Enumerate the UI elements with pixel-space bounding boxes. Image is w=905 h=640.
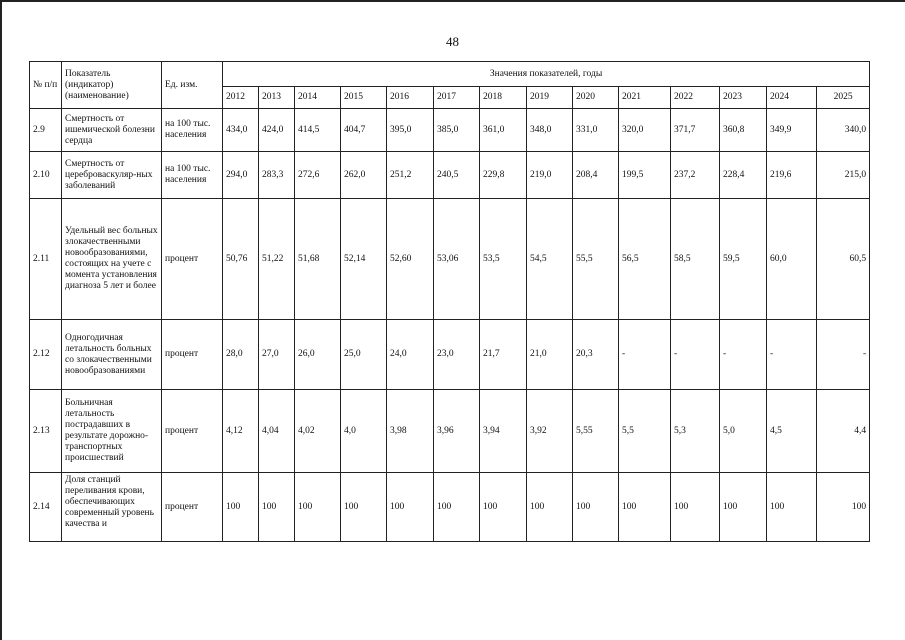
- header-values-group: Значения показателей, годы: [223, 62, 870, 87]
- value-cell: 208,4: [573, 152, 619, 199]
- value-cell: 4,02: [295, 390, 341, 473]
- value-cell: 320,0: [619, 109, 671, 152]
- unit-cell: процент: [162, 320, 223, 390]
- value-cell: 53,06: [434, 199, 480, 320]
- row-number: 2.13: [30, 390, 62, 473]
- indicator-name: Смертность от цереброваскуляр-ных заболеваний: [62, 152, 162, 199]
- value-cell: 3,98: [387, 390, 434, 473]
- value-cell: 21,7: [480, 320, 527, 390]
- header-year: 2024: [767, 87, 817, 109]
- value-cell: 5,5: [619, 390, 671, 473]
- unit-cell: на 100 тыс. населения: [162, 109, 223, 152]
- value-cell: 26,0: [295, 320, 341, 390]
- value-cell: 404,7: [341, 109, 387, 152]
- value-cell: -: [817, 320, 870, 390]
- page-border-left: [0, 0, 2, 640]
- header-year: 2013: [259, 87, 295, 109]
- indicator-name: Одногодичная летальность больных со злокачественными новообразованиями: [62, 320, 162, 390]
- header-year: 2021: [619, 87, 671, 109]
- header-year: 2017: [434, 87, 480, 109]
- table-row: [30, 152, 870, 199]
- value-cell: 100: [767, 473, 817, 542]
- value-cell: 215,0: [817, 152, 870, 199]
- value-cell: 51,68: [295, 199, 341, 320]
- indicators-table: [29, 61, 870, 542]
- page-number: 48: [446, 34, 459, 49]
- value-cell: 21,0: [527, 320, 573, 390]
- table-row: [30, 109, 870, 152]
- value-cell: 100: [259, 473, 295, 542]
- value-cell: 52,60: [387, 199, 434, 320]
- value-cell: 3,92: [527, 390, 573, 473]
- value-cell: 58,5: [671, 199, 720, 320]
- value-cell: 4,5: [767, 390, 817, 473]
- value-cell: 251,2: [387, 152, 434, 199]
- value-cell: 28,0: [223, 320, 259, 390]
- value-cell: 228,4: [720, 152, 767, 199]
- header-indicator: Показатель (индикатор) (наименование): [62, 62, 162, 109]
- value-cell: 219,0: [527, 152, 573, 199]
- value-cell: 60,5: [817, 199, 870, 320]
- value-cell: 23,0: [434, 320, 480, 390]
- value-cell: -: [619, 320, 671, 390]
- value-cell: 331,0: [573, 109, 619, 152]
- header-year: 2025: [817, 87, 870, 109]
- value-cell: 294,0: [223, 152, 259, 199]
- value-cell: -: [671, 320, 720, 390]
- value-cell: 27,0: [259, 320, 295, 390]
- value-cell: 54,5: [527, 199, 573, 320]
- value-cell: 348,0: [527, 109, 573, 152]
- header-unit: Ед. изм.: [162, 62, 223, 109]
- value-cell: 349,9: [767, 109, 817, 152]
- value-cell: 262,0: [341, 152, 387, 199]
- header-num: № п/п: [30, 62, 62, 109]
- value-cell: 100: [619, 473, 671, 542]
- unit-cell: на 100 тыс. населения: [162, 152, 223, 199]
- header-year: 2020: [573, 87, 619, 109]
- row-number: 2.12: [30, 320, 62, 390]
- header-year: 2012: [223, 87, 259, 109]
- value-cell: 55,5: [573, 199, 619, 320]
- value-cell: 24,0: [387, 320, 434, 390]
- row-number: 2.9: [30, 109, 62, 152]
- value-cell: 100: [671, 473, 720, 542]
- table-row: [30, 473, 870, 542]
- value-cell: 3,96: [434, 390, 480, 473]
- value-cell: 100: [720, 473, 767, 542]
- header-year: 2018: [480, 87, 527, 109]
- value-cell: 20,3: [573, 320, 619, 390]
- value-cell: 56,5: [619, 199, 671, 320]
- row-number: 2.10: [30, 152, 62, 199]
- value-cell: 100: [817, 473, 870, 542]
- table-row: [30, 199, 870, 320]
- value-cell: 100: [573, 473, 619, 542]
- unit-cell: процент: [162, 199, 223, 320]
- value-cell: 5,0: [720, 390, 767, 473]
- value-cell: 283,3: [259, 152, 295, 199]
- value-cell: 100: [480, 473, 527, 542]
- value-cell: 5,55: [573, 390, 619, 473]
- unit-cell: процент: [162, 390, 223, 473]
- table-row: [30, 320, 870, 390]
- value-cell: 100: [341, 473, 387, 542]
- header-year: 2022: [671, 87, 720, 109]
- value-cell: 434,0: [223, 109, 259, 152]
- header-year: 2014: [295, 87, 341, 109]
- value-cell: 414,5: [295, 109, 341, 152]
- value-cell: 60,0: [767, 199, 817, 320]
- value-cell: 50,76: [223, 199, 259, 320]
- unit-cell: процент: [162, 473, 223, 542]
- value-cell: 340,0: [817, 109, 870, 152]
- value-cell: 4,04: [259, 390, 295, 473]
- table-body: [30, 109, 870, 542]
- value-cell: 4,4: [817, 390, 870, 473]
- value-cell: 199,5: [619, 152, 671, 199]
- value-cell: 100: [387, 473, 434, 542]
- value-cell: -: [767, 320, 817, 390]
- value-cell: -: [720, 320, 767, 390]
- value-cell: 100: [527, 473, 573, 542]
- value-cell: 4,12: [223, 390, 259, 473]
- row-number: 2.11: [30, 199, 62, 320]
- indicator-name: Больничная летальность пострадавших в результате дорожно-транспортных происшествий: [62, 390, 162, 473]
- header-year: 2019: [527, 87, 573, 109]
- value-cell: 4,0: [341, 390, 387, 473]
- value-cell: 59,5: [720, 199, 767, 320]
- value-cell: 385,0: [434, 109, 480, 152]
- value-cell: 52,14: [341, 199, 387, 320]
- header-year: 2016: [387, 87, 434, 109]
- value-cell: 237,2: [671, 152, 720, 199]
- value-cell: 5,3: [671, 390, 720, 473]
- value-cell: 53,5: [480, 199, 527, 320]
- indicator-name: Доля станций переливания крови, обеспечивающих современный уровень качества и: [62, 473, 162, 542]
- value-cell: 51,22: [259, 199, 295, 320]
- page-border-top: [0, 0, 905, 2]
- value-cell: 100: [434, 473, 480, 542]
- table-row: [30, 390, 870, 473]
- value-cell: 360,8: [720, 109, 767, 152]
- row-number: 2.14: [30, 473, 62, 542]
- header-year: 2023: [720, 87, 767, 109]
- value-cell: 361,0: [480, 109, 527, 152]
- value-cell: 3,94: [480, 390, 527, 473]
- value-cell: 25,0: [341, 320, 387, 390]
- header-year: 2015: [341, 87, 387, 109]
- value-cell: 371,7: [671, 109, 720, 152]
- value-cell: 395,0: [387, 109, 434, 152]
- value-cell: 424,0: [259, 109, 295, 152]
- value-cell: 219,6: [767, 152, 817, 199]
- value-cell: 229,8: [480, 152, 527, 199]
- value-cell: 272,6: [295, 152, 341, 199]
- header-row-top: [30, 62, 870, 87]
- indicator-name: Удельный вес больных злокачественными новообразованиями, состоящих на учете с момента установления диагноза 5 лет и более: [62, 199, 162, 320]
- value-cell: 100: [223, 473, 259, 542]
- value-cell: 100: [295, 473, 341, 542]
- value-cell: 240,5: [434, 152, 480, 199]
- indicator-name: Смертность от ишемической болезни сердца: [62, 109, 162, 152]
